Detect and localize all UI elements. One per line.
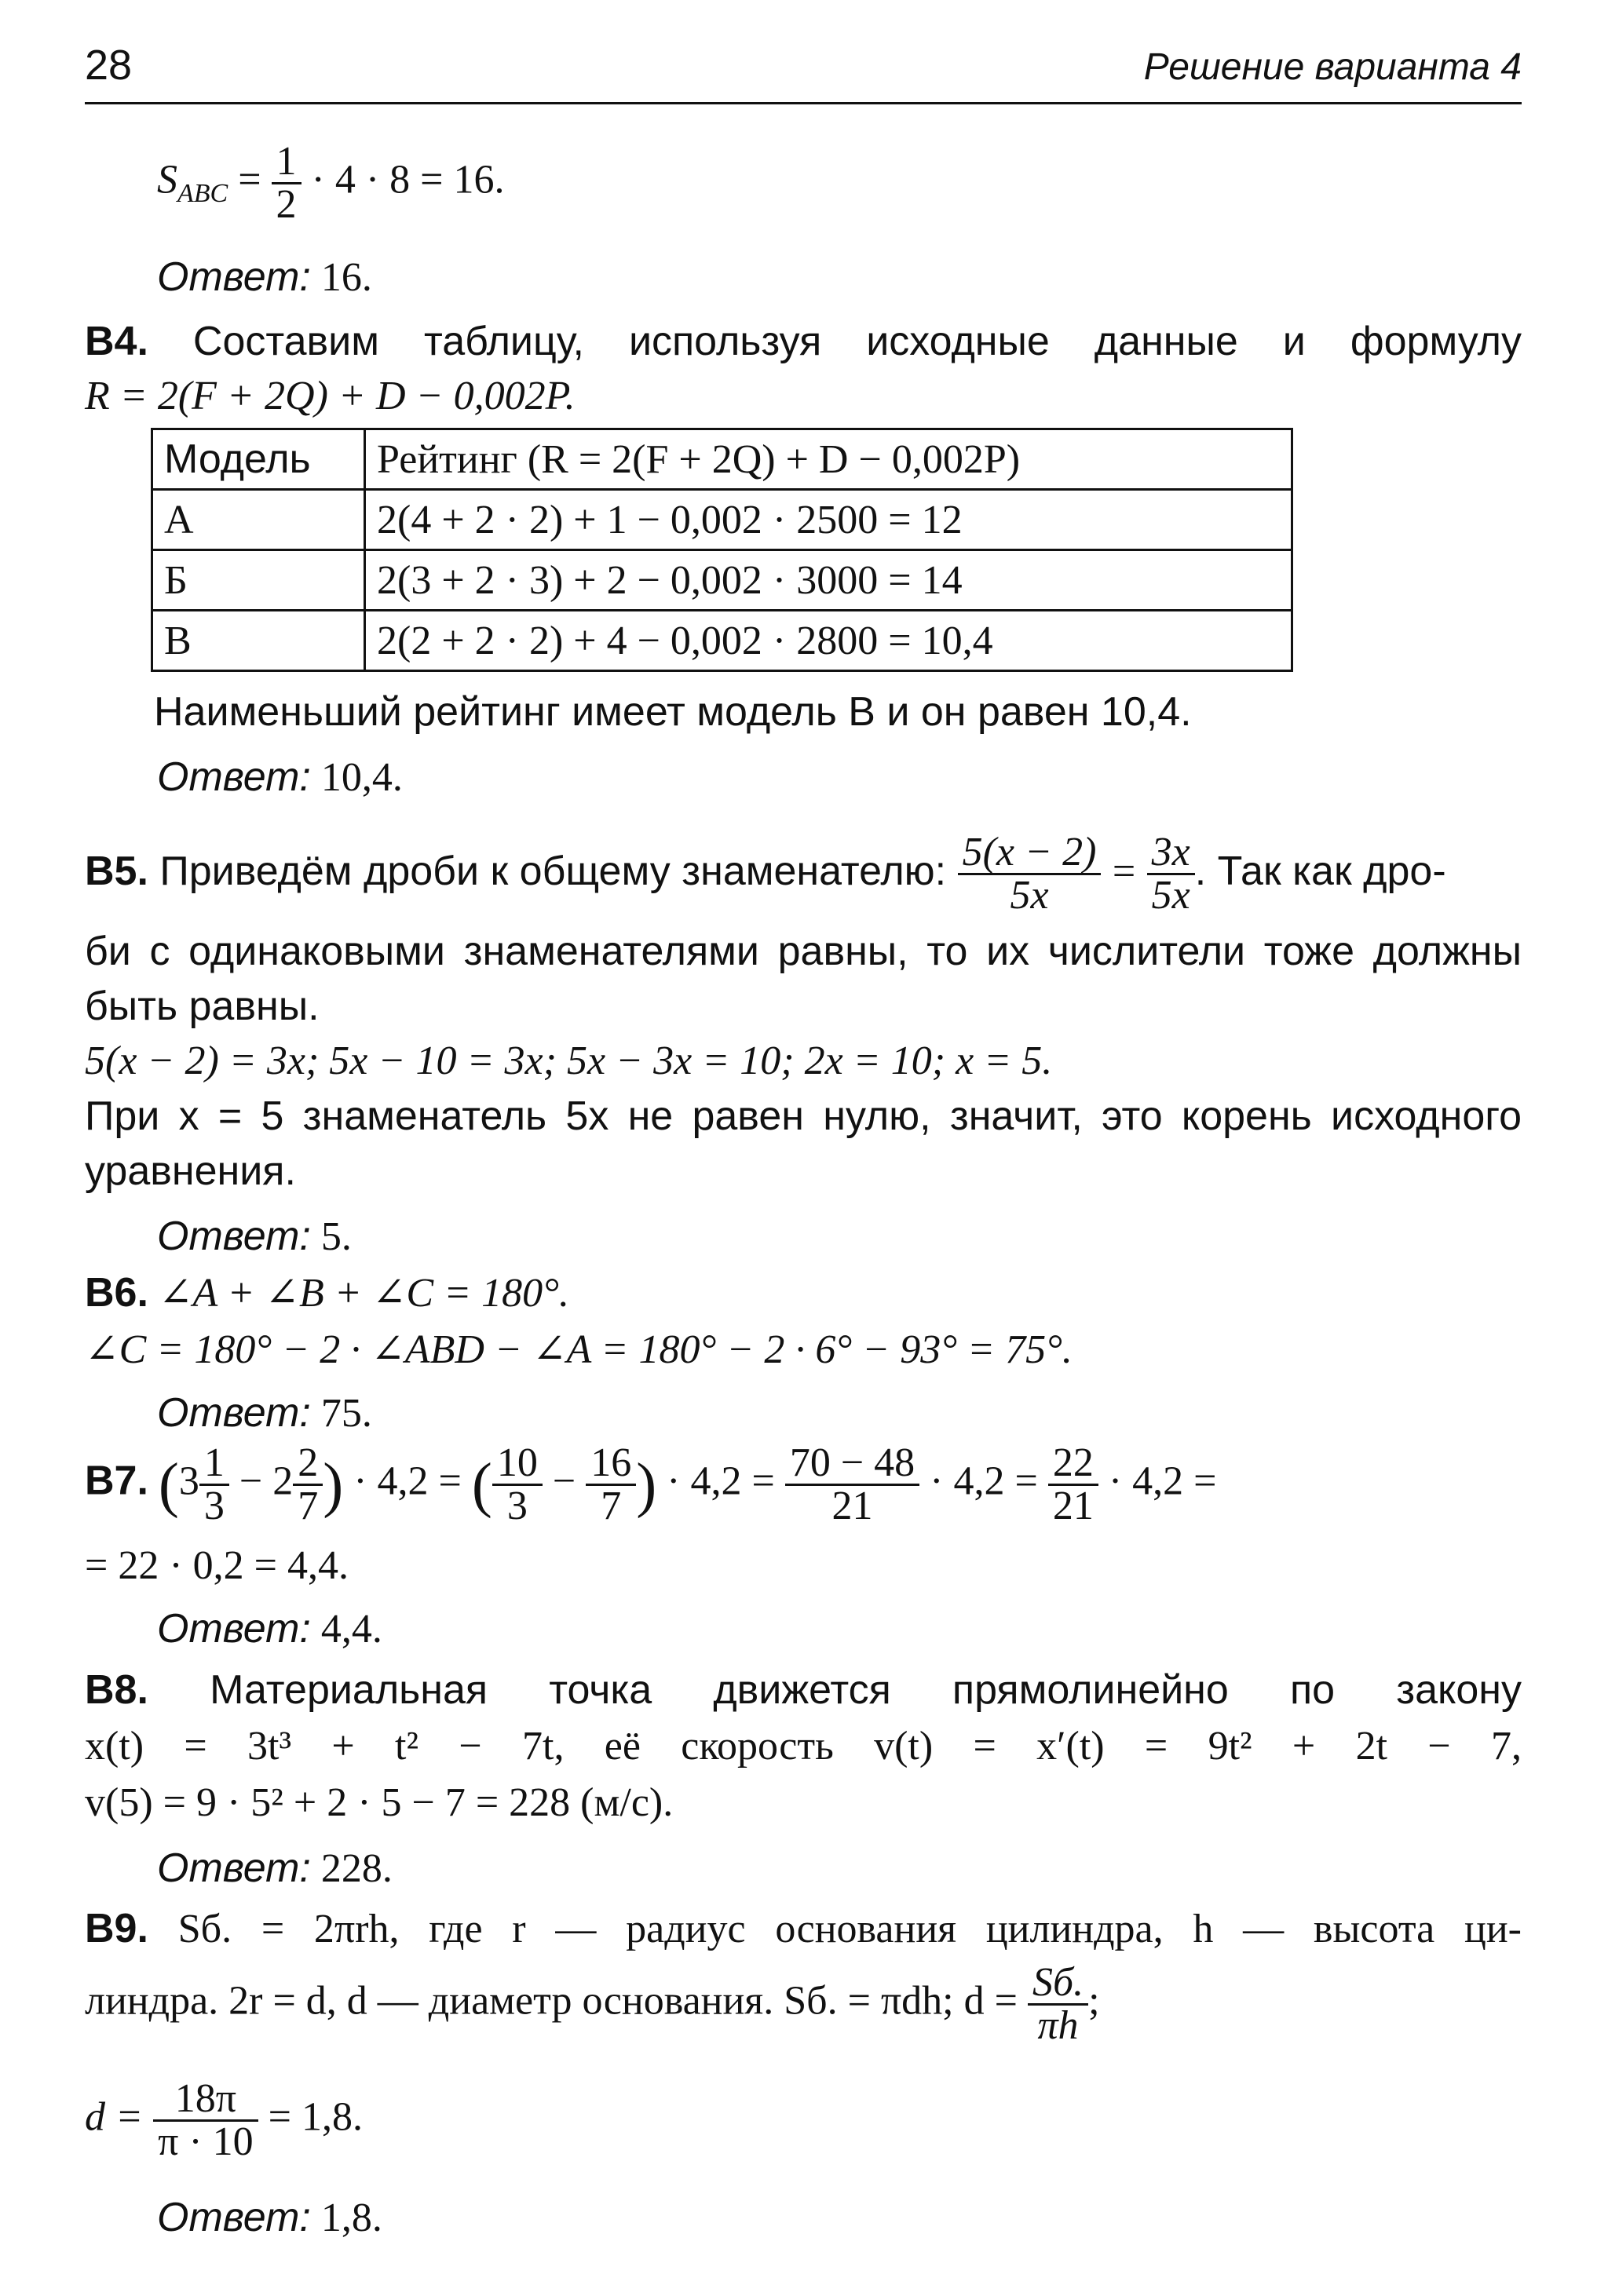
- b9-line1: B9. Sб. = 2πrh, где r — радиус основания цилиндра, h — высота ци-: [85, 1906, 1522, 1951]
- b9-answer: Ответ: 1,8.: [157, 2195, 382, 2240]
- page-number: 28: [85, 42, 133, 89]
- b7-line2: = 22 · 0,2 = 4,4.: [85, 1543, 349, 1588]
- b8-line2: x(t) = 3t³ + t² − 7t, её скорость v(t) = x′(t) = 9t² + 2t − 7,: [85, 1724, 1522, 1769]
- b5-line6: уравнения.: [85, 1148, 296, 1194]
- b4-answer: Ответ: 10,4.: [157, 754, 403, 800]
- b7-answer: Ответ: 4,4.: [157, 1606, 382, 1652]
- b9-line2: линдра. 2r = d, d — диаметр основания. Sб. = πdh; d = $\frac{Sб.}{\pi h}$ ;: [85, 1960, 1100, 2048]
- b3-formula: $S_{ABC}$ = $\frac{1}{2}$ · 4 · 8 = 16.: [157, 139, 505, 227]
- page-header: [85, 41, 1522, 104]
- b8-line3: v(5) = 9 · 5² + 2 · 5 − 7 = 228 (м/с).: [85, 1780, 674, 1825]
- b5-answer: Ответ: 5.: [157, 1214, 352, 1259]
- b6-answer: Ответ: 75.: [157, 1390, 372, 1436]
- b5-line4: 5(x − 2) = 3x; 5x − 10 = 3x; 5x − 3x = 10; 2x = 10; x = 5.: [85, 1038, 1053, 1083]
- b4-conclusion: Наименьший рейтинг имеет модель В и он равен 10,4.: [154, 689, 1192, 735]
- rating-table: [151, 428, 1293, 672]
- b3-answer: Ответ: 16.: [157, 254, 372, 300]
- b5-line3: быть равны.: [85, 984, 320, 1029]
- table-row: А 2(4 + 2 · 2) + 1 − 0,002 · 2500 = 12: [152, 490, 1292, 550]
- b5-intro: B5. Приведём дроби к общему знаменателю: $\frac{5(x - 2)}{5x}$ = $\frac{3x}{5x}$ . Так как дро-: [85, 830, 1446, 918]
- b5-line2: би с одинаковыми знаменателями равны, то их числители тоже должны: [85, 929, 1522, 974]
- table-row: В 2(2 + 2 · 2) + 4 − 0,002 · 2800 = 10,4: [152, 611, 1292, 671]
- b7-line1: B7. (3 $\frac{1}{3}$ − 2 $\frac{2}{7}$ ) · 4,2 = ( $\frac{10}{3}$ − $\frac{16}{7}$ ) · 4,2 = $\frac{70 - 48}{21}$ · 4,2 = $\frac{22}{21}$ · 4,2 =: [85, 1440, 1217, 1528]
- running-title: Решение варианта 4: [1143, 46, 1522, 88]
- b5-line5: При x = 5 знаменатель 5x не равен нулю, значит, это корень исходного: [85, 1093, 1522, 1139]
- b6-line2: ∠C = 180° − 2 · ∠ABD − ∠A = 180° − 2 · 6° − 93° = 75°.: [85, 1327, 1073, 1372]
- table-row: Б 2(3 + 2 · 3) + 2 − 0,002 · 3000 = 14: [152, 550, 1292, 611]
- b4-formula: R = 2(F + 2Q) + D − 0,002P.: [85, 374, 576, 418]
- b4-intro: B4. Составим таблицу, используя исходные данные и формулу: [85, 319, 1522, 364]
- b8-answer: Ответ: 228.: [157, 1845, 393, 1891]
- table-header-row: Модель Рейтинг (R = 2(F + 2Q) + D − 0,002P): [152, 429, 1292, 490]
- b6-line1: B6. ∠A + ∠B + ∠C = 180°.: [85, 1270, 569, 1316]
- b9-d-formula: d = $\frac{18\pi}{\pi \cdot 10}$ = 1,8.: [85, 2076, 363, 2164]
- b8-line1: B8. Материальная точка движется прямолинейно по закону: [85, 1667, 1522, 1713]
